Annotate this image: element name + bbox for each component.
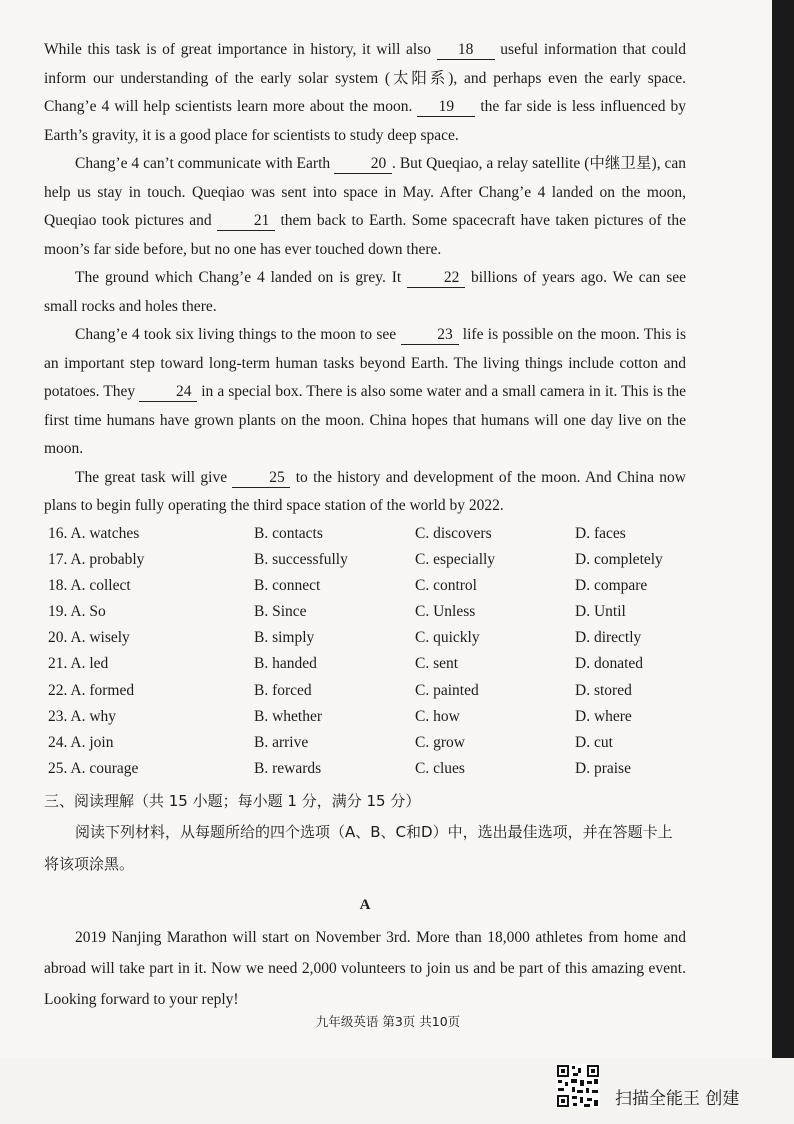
- option-c: C. quickly: [415, 629, 480, 647]
- option-a: 25. A. courage: [48, 760, 139, 778]
- text-run: The ground which Chang’e 4 landed on is grey. It: [75, 269, 408, 286]
- option-c: C. grow: [415, 734, 465, 751]
- option-d: D. directly: [575, 629, 642, 647]
- scanner-watermark: 扫描全能王 创建: [615, 1089, 740, 1109]
- option-row-16: [44, 521, 686, 547]
- option-row-23: [44, 704, 686, 730]
- text-run: Chang’e 4 took six living things to the moon to see: [75, 326, 401, 343]
- option-d: D. faces: [575, 524, 626, 542]
- option-b: B. forced: [254, 681, 312, 699]
- option-row-19: [44, 599, 686, 625]
- passage-label: A: [359, 897, 371, 914]
- option-row-20: [44, 625, 686, 651]
- option-b: B. successfully: [254, 550, 348, 568]
- option-c: C. painted: [415, 681, 479, 699]
- option-a: 19. A. So: [48, 603, 106, 621]
- option-a: 21. A. led: [48, 655, 109, 673]
- option-b: B. handed: [254, 655, 317, 673]
- option-d: D. stored: [575, 681, 632, 699]
- option-a: 17. A. probably: [48, 550, 145, 568]
- option-row-22: [44, 678, 686, 704]
- option-a: 24. A. join: [48, 734, 114, 751]
- text-run: billions of years ago. We can see small rocks and holes there.: [44, 269, 686, 315]
- option-row-25: [44, 756, 686, 782]
- paragraph-2: [44, 150, 686, 264]
- text-run: Chang’e 4 can’t communicate with Earth: [75, 155, 335, 172]
- option-a: 20. A. wisely: [48, 629, 130, 647]
- answer-blank-25: 25: [232, 469, 290, 488]
- text-run: useful information that could inform our understanding of the early solar system (太阳系), and perhaps even the early space. Chang’e 4 will help scientists learn more about the moon.: [44, 41, 686, 115]
- option-b: B. simply: [254, 629, 315, 647]
- option-b: B. arrive: [254, 734, 309, 751]
- option-row-21: [44, 651, 686, 677]
- option-c: C. discovers: [415, 524, 492, 542]
- paragraph-1: [44, 36, 686, 150]
- option-c: C. how: [415, 707, 460, 725]
- option-b: B. Since: [254, 603, 307, 621]
- scan-edge-shadow: [772, 0, 794, 1058]
- option-d: D. compare: [575, 576, 648, 594]
- option-c: C. control: [415, 576, 477, 594]
- answer-blank-21: 21: [217, 212, 275, 231]
- option-b: B. whether: [254, 707, 323, 725]
- option-a: 16. A. watches: [48, 524, 140, 542]
- text-run: The great task will give: [75, 468, 233, 486]
- option-a: 18. A. collect: [48, 576, 131, 594]
- option-d: D. Until: [575, 603, 626, 621]
- paragraph-4: [44, 321, 686, 464]
- option-c: C. Unless: [415, 603, 476, 621]
- answer-blank-22: 22: [407, 269, 465, 288]
- paragraph-5: [44, 464, 686, 521]
- answer-blank-23: 23: [401, 326, 459, 345]
- option-a: 23. A. why: [48, 707, 117, 725]
- answer-options: [44, 521, 686, 783]
- option-d: D. donated: [575, 655, 644, 673]
- text-run: them back to Earth. Some spacecraft have taken pictures of the moon’s far side before, but no one has ever touched down there.: [44, 212, 686, 258]
- answer-blank-20: 20: [334, 155, 392, 174]
- answer-blank-24: 24: [139, 383, 197, 402]
- option-row-17: [44, 547, 686, 573]
- option-b: B. rewards: [254, 760, 322, 778]
- page-footer: 九年级英语 第3页 共10页: [315, 1014, 461, 1029]
- text-run: in a special box. There is also some water and a small camera in it. This is the first time humans have grown plants on the moon. China hopes that humans will one day live on the moon.: [44, 383, 686, 457]
- page-content: [44, 36, 686, 1031]
- option-b: B. contacts: [254, 524, 323, 542]
- option-d: D. where: [575, 707, 632, 725]
- option-d: D. cut: [575, 734, 613, 751]
- text-run: While this task is of great importance in history, it will also: [44, 41, 437, 58]
- option-row-18: [44, 573, 686, 599]
- option-c: C. clues: [415, 760, 465, 778]
- text-run: the far side is less influenced by Earth’s gravity, it is a good place for scientists to study deep space.: [44, 98, 686, 144]
- paragraph-3: [44, 264, 686, 321]
- answer-blank-18: 18: [437, 41, 495, 60]
- option-c: C. sent: [415, 655, 459, 673]
- section-title: 三、阅读理解（共 15 小题；每小题 1 分，满分 15 分）: [44, 792, 421, 811]
- option-b: B. connect: [254, 576, 321, 594]
- section-instruction: 阅读下列材料，从每题所给的四个选项（A、B、C和D）中，选出最佳选项，并在答题卡上将该项涂黑。: [44, 823, 673, 874]
- answer-blank-19: 19: [417, 98, 475, 117]
- option-row-24: [44, 730, 686, 756]
- option-d: D. praise: [575, 760, 631, 778]
- qr-code-icon: [556, 1064, 600, 1108]
- option-c: C. especially: [415, 550, 496, 568]
- text-run: to the history and development of the moon. And China now plans to begin fully operating the third space station of the world by 2022.: [44, 468, 687, 514]
- passage-text: 2019 Nanjing Marathon will start on November 3rd. More than 18,000 athletes from home and abroad will take part in it. Now we need 2,000 volunteers to join us and be part of this amazing event. Looking forward to your reply!: [44, 929, 686, 1009]
- text-run: life is possible on the moon. This is an important step toward long-term human tasks beyond Earth. The living things include cotton and potatoes. They: [44, 326, 686, 400]
- option-a: 22. A. formed: [48, 681, 135, 699]
- text-run: . But Queqiao, a relay satellite (中继卫星), can help us stay in touch. Queqiao was sent into space in May. After Chang’e 4 landed on the moon, Queqiao took pictures and: [44, 155, 686, 229]
- option-d: D. completely: [575, 550, 663, 568]
